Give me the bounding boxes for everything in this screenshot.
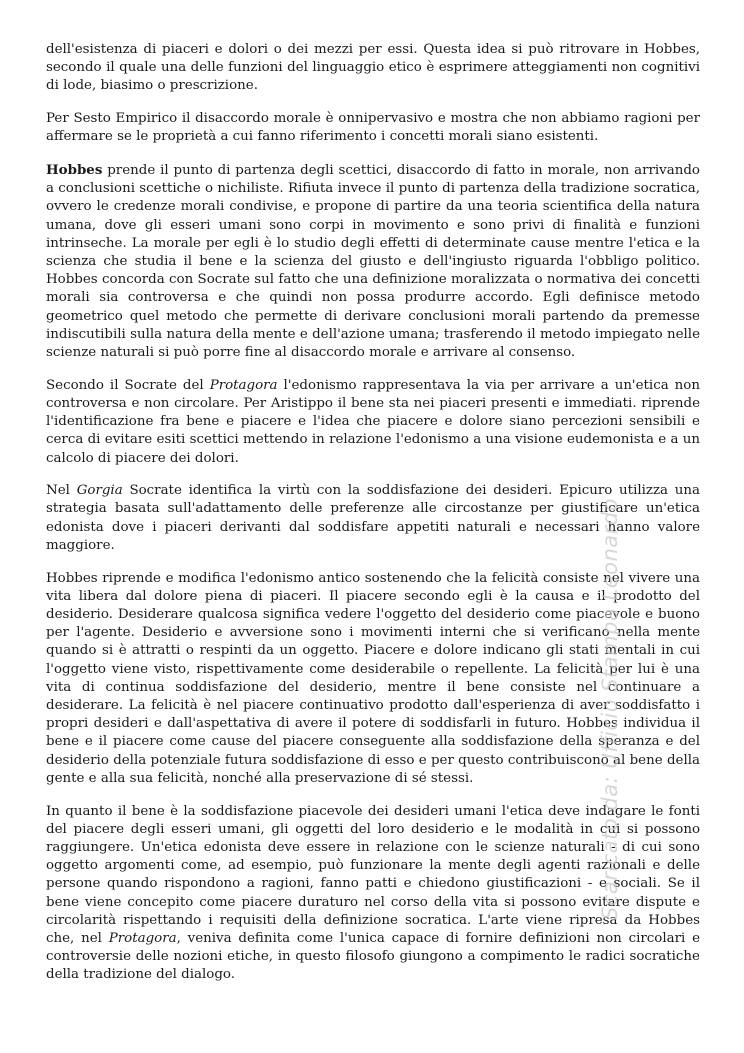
paragraph-protagora-socrates [46,377,700,468]
paragraph-sextus-empiricus [46,110,700,146]
text-run: Secondo il Socrate del [46,377,210,393]
paragraph-hedonist-ethics [46,803,700,985]
paragraph-hobbes-method [46,161,700,362]
italic-title-gorgia: Gorgia [76,483,123,499]
text-run: Socrate identifica la virtù con la soddisfazione dei desideri. Epicuro utilizza una strategia basata sull'adattamento delle preferenze alle circostanze per giustificare un'etica edonista dove i piaceri derivanti dal soddisfare appetiti naturali e necessari hanno valore maggiore. [46,483,700,553]
italic-title-protagora: Protagora [108,930,177,946]
document-body [46,41,700,999]
paragraph-hedonism-intro [46,41,700,96]
text-run: prende il punto di partenza degli scettici, disaccordo di fatto in morale, non arrivando a conclusioni scettiche o nichiliste. Rifiuta invece il punto di partenza della tradizione socratica, ovvero le credenze morali condivise, e propone di partire da una teoria scientifica della natura umana, dove gli esseri umani sono corpi in movimento e sono privi di finalità e funzioni intrinseche. La morale per egli è lo studio degli effetti di determinate cause mentre l'etica e la scienza che studia il bene e la scienza del giusto e dell'ingiusto riguarda l'obbligo politico. Hobbes concorda con Socrate sul fatto che una definizione moralizzata o normativa dei concetti morali sia controversa e che quindi non possa produrre accordo. Egli definisce metodo geometrico quel metodo che permette di derivare conclusioni morali partendo da premesse indiscutibili sulla natura della mente e dell'azione umana; trasferendo il metodo impiegato nelle scienze naturali si può porre fine al disaccordo morale e arrivare al consenso. [46,163,700,361]
text-run: In quanto il bene è la soddisfazione piacevole dei desideri umani l'etica deve indagare le fonti del piacere degli esseri umani, gli oggetti del loro desiderio e le modalità in cui si possono raggiungere. Un'etica edonista deve essere in relazione con le scienze naturali - di cui sono oggetto argomenti come, ad esempio, può funzionare la mente degli agenti razionali e delle persone quando rispondono a ragioni, fanno patti e chiedono giustificazioni - e sociali. Se il bene viene concepito come piacere duraturo nel corso della vita si possono evitare dispute e circolarità rispettando i requisiti della definizione socratica. L'arte viene ripresa da Hobbes che, nel [46,803,700,946]
text-run: , veniva definita come l'unica capace di fornire definizioni non circolari e controversie delle nozioni etiche, in questo filosofo giungono a compimento le radici socratiche della tradizione del dialogo. [46,930,701,983]
text-run: dell'esistenza di piaceri e dolori o dei mezzi per essi. Questa idea si può ritrovare in Hobbes, secondo il quale una delle funzioni del linguaggio etico è esprimere atteggiamenti non cognitivi di lode, biasimo o prescrizione. [46,42,700,94]
paragraph-gorgia-epicuro [46,482,700,555]
text-run: Hobbes riprende e modifica l'edonismo antico sostenendo che la felicità consiste nel vivere una vita libera dal dolore piena di piaceri. Il piacere secondo egli è la causa e il prodotto del desiderio. Desiderare qualcosa significa vedere l'oggetto del desiderio come piacevole e buono per l'agente. Desiderio e avversione sono i movimenti interni che si verificano nella mente quando si è attratti o respinti da un oggetto. Piacere e dolore indicano gli stati mentali in cui l'oggetto viene visto, rispettivamente come desiderabile o repellente. La felicità per lui è una vita di continua soddisfazione del desiderio, mentre il bene consiste nel continuare a desiderare. La felicità è nel piacere continuativo prodotto dall'esperienza di aver soddisfatto i propri desideri e dall'aspettativa di avere il potere di soddisfarli in futuro. Hobbes individua il bene e il piacere come cause del piacere conseguente alla soddisfazione della speranza e del desiderio della potenziale futura soddisfazione di esso e per questo contribuiscono al bene della gente e alla sua felicità, nonché alla preservazione di sé stessi. [46,570,700,786]
paragraph-hobbes-hedonism [46,570,700,788]
italic-title-protagora: Protagora [209,377,278,393]
text-run: l'edonismo rappresentava la via per arrivare a un'etica non controversa e non circolare. Per Aristippo il bene sta nei piaceri presenti e immediati. riprende l'identificazione fra bene e piacere e l'idea che piacere e dolore siano percezioni sensibili e cerca di evitare esiti scettici mettendo in relazione l'edonismo a una visione eudemonista e a un calcolo di piacere dei dolori. [46,377,700,466]
bold-term-hobbes: Hobbes [46,162,103,179]
watermark: Scaricato da: Ufficio Stampa Leonardo [598,498,622,920]
text-run: Per Sesto Empirico il disaccordo morale è onnipervasivo e mostra che non abbiamo ragioni per affermare se le proprietà a cui fanno riferimento i concetti morali siano esistenti. [46,111,700,145]
text-run: Nel [46,483,77,499]
